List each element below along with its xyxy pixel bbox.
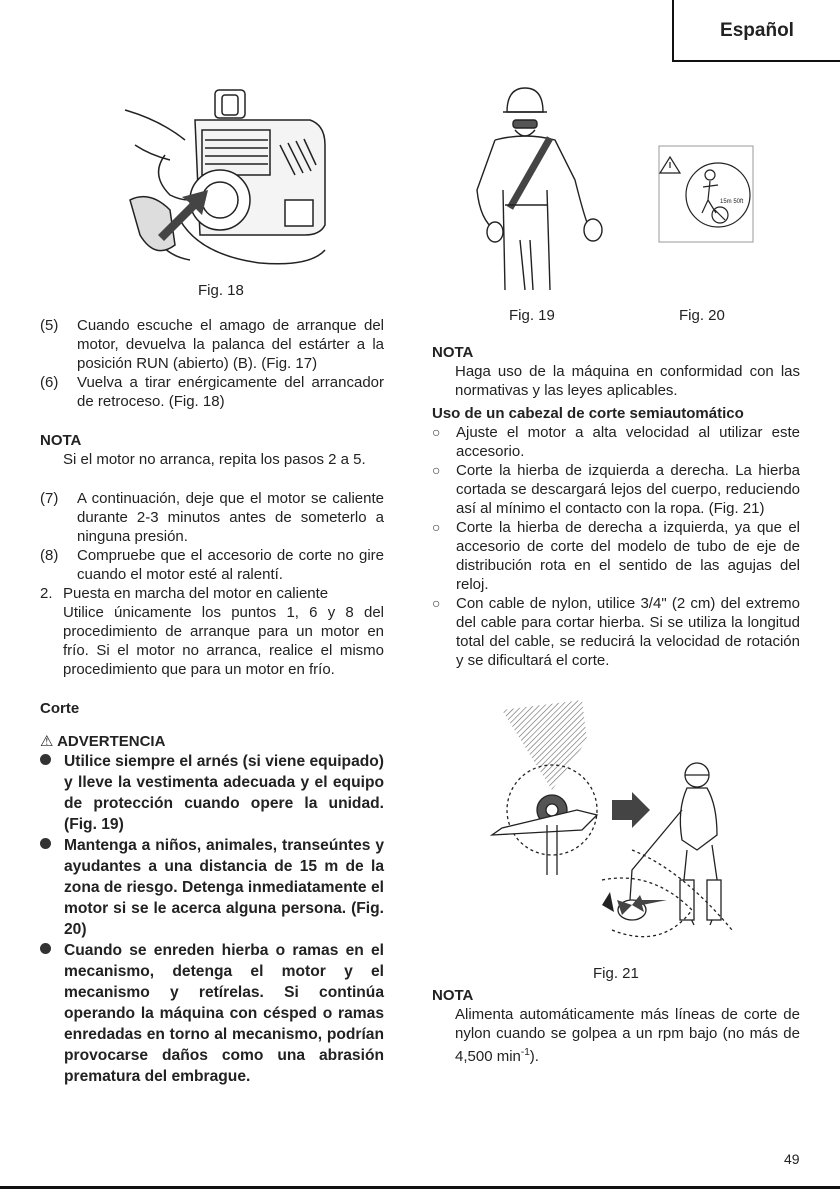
semi-auto-title: Uso de un cabezal de corte semiautomático <box>432 405 744 422</box>
step-7 <box>40 489 384 546</box>
nota1-text: Si el motor no arranca, repita los pasos 2 a 5. <box>63 451 366 468</box>
warning-triangle-icon: ⚠ <box>40 733 54 750</box>
page-number: 49 <box>784 1151 800 1167</box>
semi-auto-text: Corte la hierba de izquierda a derecha. La hierba cortada se descargará lejos del cuerpo, reduciendo así al mínimo el contacto con la ropa. (Fig. 21) <box>456 462 800 517</box>
semi-auto-item <box>432 518 800 594</box>
fig20-caption: Fig. 20 <box>679 307 725 324</box>
step-number: (8) <box>40 547 59 564</box>
nota3-text <box>432 1005 800 1066</box>
warning-text: Mantenga a niños, animales, transeúntes y ayudantes a una distancia de 15 m de la zona de riesgo. Detenga inmediatamente el motor si se le acerca alguna persona. (Fig. 20) <box>64 837 384 938</box>
semi-auto-item <box>432 594 800 670</box>
corte-title: Corte <box>40 700 80 717</box>
nota3-title: NOTA <box>432 987 474 1004</box>
fig18-illustration <box>110 85 340 285</box>
step-number: (6) <box>40 374 59 391</box>
nota3-text-a: Alimenta automáticamente más líneas de corte de nylon cuando se golpea a un rpm bajo (no más de 4,500 min <box>455 1006 800 1065</box>
right-column <box>432 343 800 670</box>
step-text: Cuando escuche el amago de arranque del motor, devuelva la palanca del estárter a la posición RUN (abierto) (B). (Fig. 17) <box>77 317 384 372</box>
nota1-title: NOTA <box>40 432 82 449</box>
step-5 <box>40 316 384 373</box>
fig19-illustration <box>465 80 610 300</box>
warning-heading <box>40 732 384 751</box>
semi-auto-text: Ajuste el motor a alta velocidad al utilizar este accesorio. <box>456 424 800 460</box>
semi-auto-item <box>432 423 800 461</box>
step-number: (7) <box>40 490 59 507</box>
bullet-dot-icon <box>40 754 51 765</box>
nota3-superscript: -1 <box>520 1047 530 1058</box>
semi-auto-text: Corte la hierba de derecha a izquierda, ya que el accesorio de corte del modelo de tubo de eje de distribución rota en el sentido de las agujas del reloj. <box>456 519 800 593</box>
nota3-block <box>432 986 800 1066</box>
warning-list <box>40 751 384 1087</box>
step-6 <box>40 373 384 411</box>
step-8 <box>40 546 384 584</box>
hollow-bullet-icon: ○ <box>432 424 441 440</box>
nota2-text: Haga uso de la máquina en conformidad con las normativas y las leyes aplicables. <box>455 363 800 399</box>
nota3-text-b: ). <box>529 1048 539 1065</box>
step-text: Puesta en marcha del motor en caliente <box>63 585 329 602</box>
semi-auto-item <box>432 461 800 518</box>
warning-item <box>40 940 384 1087</box>
hollow-bullet-icon: ○ <box>432 595 441 611</box>
fig20-sign-text: 15m 50ft <box>720 199 744 205</box>
step-2-body: Utilice únicamente los puntos 1, 6 y 8 del procedimiento de arranque para un motor en frío. Si el motor no arranca, realice el mismo procedimiento que para un motor en frío. <box>63 604 384 678</box>
nota2-title: NOTA <box>432 344 474 361</box>
language-label: Español <box>720 19 794 41</box>
bullet-dot-icon <box>40 838 51 849</box>
bullet-dot-icon <box>40 943 51 954</box>
fig21-illustration <box>482 700 752 960</box>
step-text: Vuelva a tirar enérgicamente del arrancador de retroceso. (Fig. 18) <box>77 374 384 410</box>
step-2 <box>40 584 384 603</box>
step-text: A continuación, deje que el motor se caliente durante 2-3 minutos antes de someterlo a ninguna presión. <box>77 490 384 545</box>
step-text: Compruebe que el accesorio de corte no gire cuando el motor esté al ralentí. <box>77 547 384 583</box>
left-column <box>40 316 384 1087</box>
fig18-caption: Fig. 18 <box>198 282 244 299</box>
bottom-rule <box>0 1186 840 1189</box>
fig19-caption: Fig. 19 <box>509 307 555 324</box>
warning-item <box>40 835 384 940</box>
step-number: 2. <box>40 585 53 602</box>
warning-text: Utilice siempre el arnés (si viene equipado) y lleve la vestimenta adecuada y el equipo de protección cuando opere la unidad. (Fig. 19) <box>64 753 384 833</box>
hollow-bullet-icon: ○ <box>432 519 441 535</box>
warning-title: ADVERTENCIA <box>57 733 166 750</box>
warning-item <box>40 751 384 835</box>
step-number: (5) <box>40 317 59 334</box>
hollow-bullet-icon: ○ <box>432 462 441 478</box>
fig20-illustration <box>658 145 754 243</box>
fig21-caption: Fig. 21 <box>593 965 639 982</box>
language-tab <box>672 0 840 62</box>
semi-auto-text: Con cable de nylon, utilice 3/4" (2 cm) del extremo del cable para cortar hierba. Si se utiliza la longitud total del cable, se reducirá la velocidad de rotación y se dificultará el corte. <box>456 595 800 669</box>
warning-text: Cuando se enreden hierba o ramas en el mecanismo, detenga el motor y el mecanismo y retírelas. Si continúa operando la máquina con césped o ramas enredadas en torno al mecanismo, podrían provocarse daños como una abrasión prematura del embrague. <box>64 942 384 1085</box>
